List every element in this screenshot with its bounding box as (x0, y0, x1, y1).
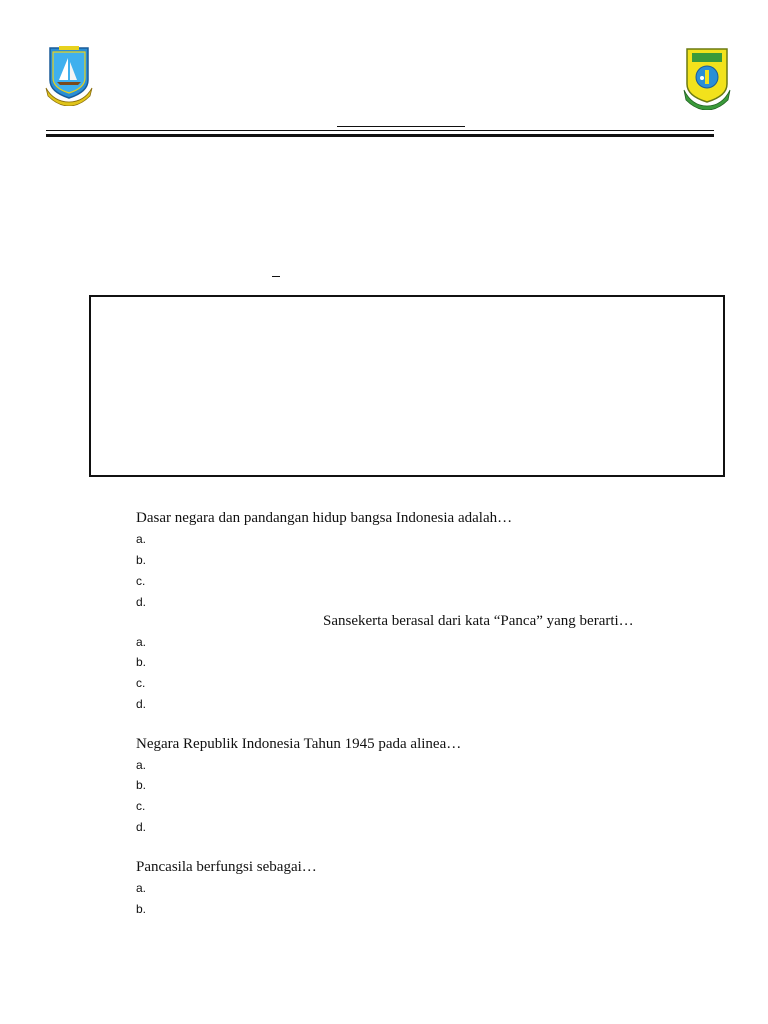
dash-mark (272, 276, 280, 277)
q3-option-b: b. (136, 778, 147, 792)
q1-option-a: a. (136, 532, 147, 546)
q1-option-b: b. (136, 553, 147, 567)
question-3: Negara Republik Indonesia Tahun 1945 pada alinea… (136, 736, 462, 752)
header-divider-thick (46, 134, 714, 137)
q1-option-c: c. (136, 574, 146, 588)
q1-option-d: d. (136, 595, 147, 609)
q2-option-b: b. (136, 655, 147, 669)
title-underline (337, 126, 465, 127)
q3-option-a: a. (136, 758, 147, 772)
right-school-logo (682, 46, 732, 110)
question-1: Dasar negara dan pandangan hidup bangsa Indonesia adalah… (136, 510, 513, 526)
q4-option-a: a. (136, 881, 147, 895)
q2-option-a: a. (136, 635, 147, 649)
q3-option-d: d. (136, 820, 147, 834)
q3-option-c: c. (136, 799, 146, 813)
instructions-box (89, 295, 725, 477)
header-divider-thin (46, 130, 714, 131)
q4-option-b: b. (136, 902, 147, 916)
question-2: Sansekerta berasal dari kata “Panca” yang berarti… (323, 613, 634, 629)
question-4: Pancasila berfungsi sebagai… (136, 859, 317, 875)
q2-option-d: d. (136, 697, 147, 711)
q2-option-c: c. (136, 676, 146, 690)
left-emblem-logo (44, 44, 94, 106)
